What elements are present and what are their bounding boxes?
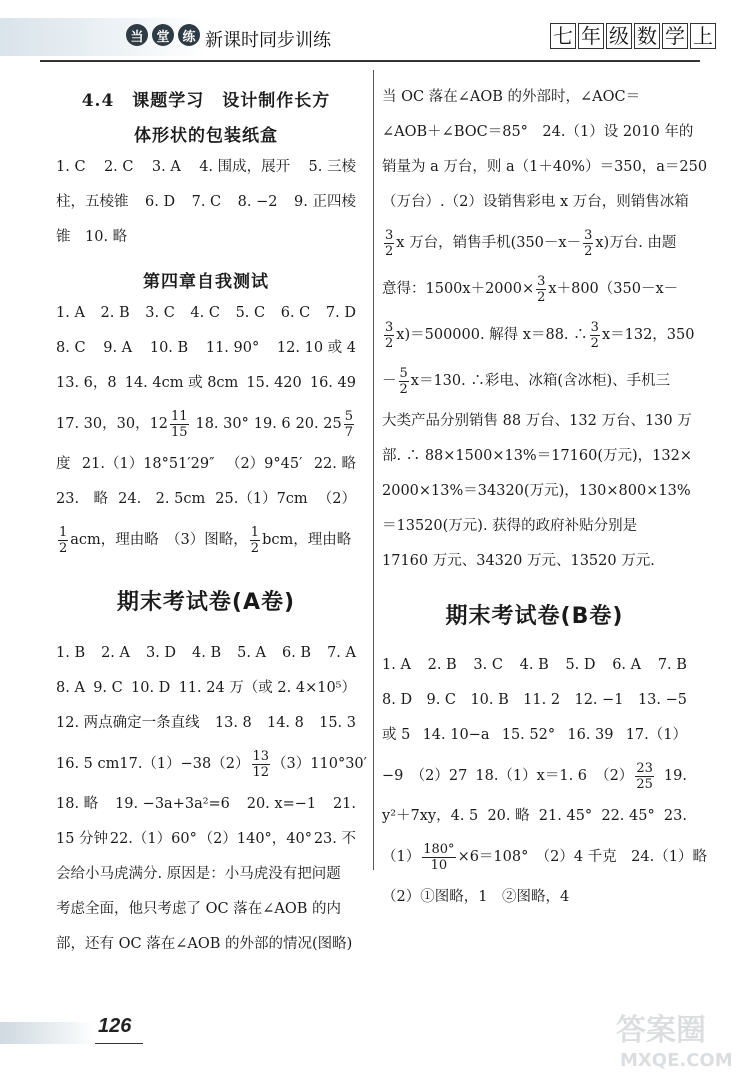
answer: 23. 略 xyxy=(56,491,109,507)
answer: 16. 49 xyxy=(309,375,356,391)
answer: 24. 2. 5cm xyxy=(118,491,206,507)
fraction: $\frac{180^\circ}{10}$ xyxy=(423,841,455,873)
section-title-chapter4-test: 第四章自我测试 xyxy=(143,272,269,292)
answer-line xyxy=(56,671,356,706)
fraction: $\frac{3}{2}$ xyxy=(590,319,599,351)
answer: 8. A xyxy=(56,680,85,696)
answer: 10. B xyxy=(149,340,189,356)
answer: −9 （2）27 xyxy=(382,768,468,784)
answer-line xyxy=(382,753,687,799)
answer: 3. D xyxy=(145,645,177,661)
answer-line: 锥 10. 略 xyxy=(56,229,128,245)
answer-line: 意得：1500x＋2000× $\frac{3}{2}$ x＋800（350－x－ xyxy=(382,273,679,305)
answer: 15 分钟 xyxy=(56,831,109,847)
exam-b-title: 期末考试卷(B卷) xyxy=(445,604,624,629)
answer: 19. −3a+3a²=6 xyxy=(115,796,230,812)
answer: 6. B xyxy=(281,645,312,661)
answer: 18. 略 xyxy=(56,796,99,812)
answer: 5. 三棱 xyxy=(308,159,356,175)
answer: 19. xyxy=(663,768,687,784)
answer: 11. 90° xyxy=(205,340,260,356)
answer: 15. 3 xyxy=(319,715,356,731)
answer: （2）9°45′ xyxy=(225,456,303,472)
answer: 8. C xyxy=(56,340,86,356)
answer-line: （1） $\frac{180^\circ}{10}$ ×6＝108° （2）4 千克 24.（1）略 xyxy=(382,841,707,873)
fraction: $\frac{3}{2}$ xyxy=(537,273,546,305)
answer: （2） $\frac{23}{25}$ xyxy=(595,760,653,792)
answer-line xyxy=(56,150,356,185)
answer: 5. C xyxy=(235,305,266,321)
answer-line: $\frac{3}{2}$ x 万台，销售手机(350－x－ $\frac{3}{2}$ x)万台. 由题 xyxy=(385,227,677,259)
series-logo xyxy=(126,24,200,46)
answer: 1. B xyxy=(56,645,86,661)
fraction: $\frac{3}{2}$ xyxy=(385,319,394,351)
answer: 1. A xyxy=(382,657,411,673)
answer: 1. C xyxy=(56,159,86,175)
answer-line: 部. ∴ 88×1500×13%＝17160(万元)，132× xyxy=(382,448,692,464)
answer: 3. C xyxy=(473,657,503,673)
answer: 5. D xyxy=(565,657,596,673)
answer-line: 考虑全面，他只考虑了 OC 落在∠AOB 的内 xyxy=(56,901,341,917)
fraction: $\frac{3}{2}$ xyxy=(584,227,593,259)
answer: 20. x=−1 xyxy=(246,796,317,812)
answer: 22. 45° xyxy=(601,808,655,824)
logo-char: 练 xyxy=(178,24,200,46)
answer-line: 会给小马虎满分. 原因是：小马虎没有把问题 xyxy=(56,866,341,882)
answer-line xyxy=(382,718,687,753)
answer: 13. −5 xyxy=(637,692,687,708)
answer: 9. C xyxy=(426,692,457,708)
answer: 21. 45° xyxy=(538,808,593,824)
answer: 9. A xyxy=(103,340,133,356)
grade-char: 上 xyxy=(690,23,716,49)
answer: 15. 52° xyxy=(501,727,556,743)
answer: 8. −2 xyxy=(237,194,278,210)
answer-line xyxy=(56,822,356,857)
answer-line xyxy=(382,683,687,718)
page-number: 126 xyxy=(98,1015,132,1037)
answer-line xyxy=(56,482,356,517)
answer: 14. 8 xyxy=(266,715,304,731)
answer: 11. 2 xyxy=(523,692,561,708)
answer: 10. B xyxy=(470,692,509,708)
column-divider xyxy=(373,70,374,870)
series-title: 新课时同步训练 xyxy=(205,30,331,51)
answer-line: $\frac{1}{2}$ acm，理由略 （3）图略， $\frac{1}{2}$ bcm，理由略 xyxy=(59,524,352,556)
answer-line xyxy=(56,636,356,671)
answer: 1. A xyxy=(56,305,85,321)
answer: 21.（1）18°51′29″ xyxy=(81,456,215,472)
grade-char: 级 xyxy=(606,23,632,49)
watermark-logo-icon xyxy=(612,1004,742,1074)
section-title-4-4: 4.4 课题学习 设计制作长方 xyxy=(81,91,331,111)
answer: 10. D xyxy=(131,680,171,696)
fraction: $\frac{5}{7}$ xyxy=(344,408,353,440)
answer: 7. A xyxy=(327,645,356,661)
answer-line xyxy=(56,366,356,401)
answer-line xyxy=(382,648,687,683)
answer: 4. C xyxy=(190,305,220,321)
grade-char: 学 xyxy=(662,23,688,49)
answer-line xyxy=(56,447,356,482)
answer-line: ∠AOB＋∠BOC＝85° 24.（1）设 2010 年的 xyxy=(382,124,694,140)
answer: 15. 420 xyxy=(246,375,302,391)
exam-a-title: 期末考试卷(A卷) xyxy=(116,590,296,615)
answer-line: 销量为 a 万台，则 a（1＋40%）＝350，a＝250 xyxy=(382,159,708,175)
fraction: $\frac{11}{15}$ xyxy=(171,408,188,440)
answer-line: ＝13520(万元). 获得的政府补贴分别是 xyxy=(382,518,638,534)
answer: 2. C xyxy=(103,159,134,175)
answer-line xyxy=(56,401,356,447)
answer-line: 当 OC 落在∠AOB 的外部时，∠AOC＝ xyxy=(382,89,641,105)
answer-line xyxy=(56,331,356,366)
answer-line xyxy=(56,741,367,787)
answer: 7. D xyxy=(325,305,356,321)
fraction: $\frac{3}{2}$ xyxy=(385,227,394,259)
answer: 9. C xyxy=(93,680,123,696)
grade-char: 数 xyxy=(634,23,660,49)
fraction: $\frac{1}{2}$ xyxy=(250,524,260,556)
answer: （3）110°30′ xyxy=(272,756,367,772)
answer-line: （2）①图略，1 ②图略，4 xyxy=(382,889,570,905)
answer: 17.（1）−38 xyxy=(119,756,212,772)
answer: 23. xyxy=(663,808,687,824)
answer-line: 2000×13%＝34320(万元)，130×800×13% xyxy=(382,483,691,499)
answer: y²＋7xy，4. 5 xyxy=(382,808,479,824)
answer: 16. 39 xyxy=(567,727,614,743)
answer: 5. A xyxy=(237,645,267,661)
fraction: $\frac{1}{2}$ xyxy=(59,524,68,556)
answer-line xyxy=(56,185,356,220)
answer-line xyxy=(56,706,356,741)
answer: （2） xyxy=(317,491,356,507)
answer: 13. 8 xyxy=(214,715,252,731)
grade-char: 七 xyxy=(550,23,576,49)
header-rule xyxy=(40,60,700,62)
answer: 7. B xyxy=(657,657,687,673)
answer-line: $\frac{3}{2}$ x)＝500000. 解得 x＝88. ∴ $\frac{3}{2}$ x＝132，350 xyxy=(385,319,695,351)
page-header xyxy=(0,0,750,70)
answer: 2. B xyxy=(100,305,130,321)
answer-line xyxy=(56,787,356,822)
answer-line: （万台）.（2）设销售彩电 x 万台，则销售冰箱 xyxy=(382,194,689,210)
answer: 4. B xyxy=(519,657,549,673)
answer: 22.（1）60° xyxy=(109,831,197,847)
answer: 20. 略 xyxy=(487,808,530,824)
right-column xyxy=(382,80,708,915)
watermark-text: 答案圈 xyxy=(616,1013,706,1048)
answer: 4. 围成，展开 xyxy=(199,159,291,175)
answer: 12. −1 xyxy=(574,692,624,708)
logo-char: 当 xyxy=(126,24,148,46)
answer: 6. A xyxy=(612,657,642,673)
answer: 13. 6，8 xyxy=(56,375,117,391)
logo-char: 堂 xyxy=(152,24,174,46)
answer: 柱，五棱锥 xyxy=(56,194,129,210)
answer-line: － $\frac{5}{2}$ x＝130. ∴彩电、冰箱(含冰柜)、手机三 xyxy=(382,365,671,397)
section-title-4-4-cont: 体形状的包装纸盒 xyxy=(134,126,278,146)
answer: 6. D xyxy=(145,194,176,210)
answer: 18.（1）x＝1. 6 xyxy=(475,768,588,784)
answer: 11. 24 万（或 2. 4×10⁵） xyxy=(178,680,356,696)
answer: 度 xyxy=(56,456,71,472)
answer: 12. 两点确定一条直线 xyxy=(56,715,200,731)
answer: 2. A xyxy=(101,645,130,661)
answer: 20. 25 $\frac{5}{7}$ xyxy=(295,408,353,440)
answer: 21. xyxy=(332,796,356,812)
answer: 6. C xyxy=(280,305,311,321)
answer: 19. 6 xyxy=(253,416,291,432)
answer: 3. A xyxy=(151,159,181,175)
answer-line xyxy=(56,296,356,331)
answer: （2） $\frac{13}{12}$ xyxy=(211,748,270,780)
answer-line: 17160 万元、34320 万元、13520 万元. xyxy=(382,553,655,569)
answer-line: 大类产品分别销售 88 万台、132 万台、130 万 xyxy=(382,413,692,429)
answer: （2）140°，40° xyxy=(198,831,313,847)
answer: 14. 4cm 或 8cm xyxy=(124,375,239,391)
answer: 8. D xyxy=(382,692,413,708)
page-number-rule xyxy=(95,1043,143,1044)
answer: 2. B xyxy=(427,657,457,673)
answer: 4. B xyxy=(192,645,222,661)
answer: 9. 正四棱 xyxy=(294,194,356,210)
footer-decor-strip xyxy=(0,1022,95,1044)
left-column xyxy=(56,80,367,962)
answer: 18. 30° xyxy=(195,416,249,432)
answer: 25.（1）7cm xyxy=(215,491,308,507)
grade-char: 年 xyxy=(578,23,604,49)
answer: 16. 5 cm xyxy=(56,756,120,772)
answer: 22. 略 xyxy=(313,456,356,472)
answer: 3. C xyxy=(145,305,175,321)
fraction: $\frac{5}{2}$ xyxy=(399,365,408,397)
fraction: $\frac{23}{25}$ xyxy=(636,760,653,792)
answer: 23. 不 xyxy=(313,831,356,847)
answer: 14. 10−a xyxy=(422,727,490,743)
fraction: $\frac{13}{12}$ xyxy=(252,748,270,780)
grade-subject-label xyxy=(550,23,716,49)
answer: 7. C xyxy=(191,194,222,210)
answer: 12. 10 或 4 xyxy=(276,340,356,356)
answer: 17.（1） xyxy=(625,727,687,743)
answer-line: 部，还有 OC 落在∠AOB 的外部的情况(图略) xyxy=(56,936,353,952)
answer-line xyxy=(382,799,687,834)
watermark-url: MXQE.COM xyxy=(620,1050,733,1071)
answer: 17. 30，30，12 $\frac{11}{15}$ xyxy=(56,408,188,440)
answer: 或 5 xyxy=(382,727,411,743)
